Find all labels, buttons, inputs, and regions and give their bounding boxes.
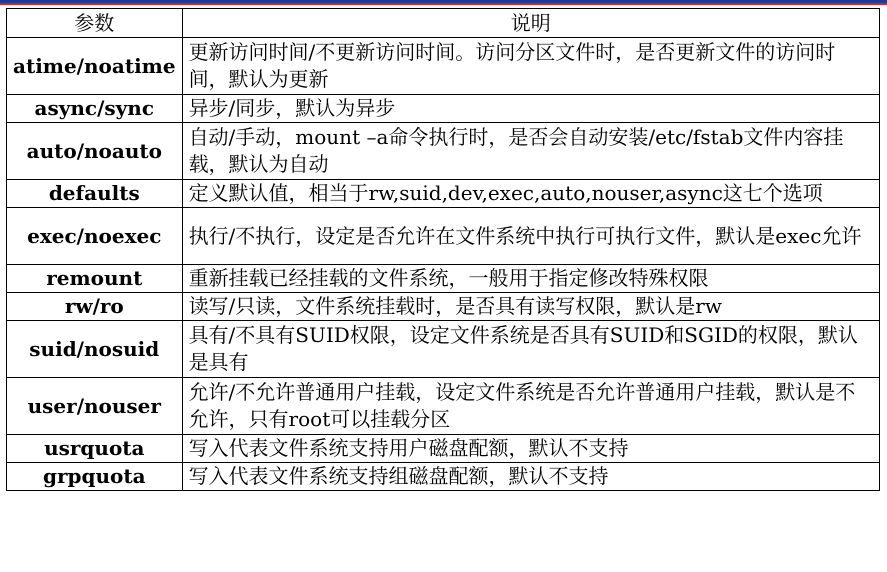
option-description: 重新挂载已经挂载的文件系统，一般用于指定修改特殊权限: [182, 265, 879, 293]
table-row: [7, 95, 880, 123]
table-row: [7, 180, 880, 208]
option-name: remount: [7, 265, 183, 293]
option-name: atime/noatime: [7, 38, 183, 95]
table-row: [7, 265, 880, 293]
option-name: exec/noexec: [7, 208, 183, 265]
option-name: async/sync: [7, 95, 183, 123]
option-description: 写入代表文件系统支持组磁盘配额，默认不支持: [182, 463, 879, 491]
table-row: [7, 123, 880, 180]
table-row: [7, 208, 880, 265]
option-name: auto/noauto: [7, 123, 183, 180]
option-name: grpquota: [7, 463, 183, 491]
table-row: [7, 293, 880, 321]
option-description: 执行/不执行，设定是否允许在文件系统中执行可执行文件，默认是exec允许: [182, 208, 879, 265]
option-description: 自动/手动，mount –a命令执行时，是否会自动安装/etc/fstab文件内容挂载，默认为自动: [182, 123, 879, 180]
mount-options-table: [6, 8, 880, 491]
table-row: [7, 378, 880, 435]
option-description: 读写/只读，文件系统挂载时，是否具有读写权限，默认是rw: [182, 293, 879, 321]
option-description: 异步/同步，默认为异步: [182, 95, 879, 123]
header-description: 说明: [182, 9, 879, 38]
top-border-red: [0, 3, 887, 5]
option-description: 更新访问时间/不更新访问时间。访问分区文件时，是否更新文件的访问时间，默认为更新: [182, 38, 879, 95]
table-row: [7, 463, 880, 491]
option-description: 具有/不具有SUID权限，设定文件系统是否具有SUID和SGID的权限，默认是具有: [182, 321, 879, 378]
table-row: [7, 321, 880, 378]
option-description: 允许/不允许普通用户挂载，设定文件系统是否允许普通用户挂载，默认是不允许，只有root可以挂载分区: [182, 378, 879, 435]
table-row: [7, 435, 880, 463]
option-name: rw/ro: [7, 293, 183, 321]
option-name: suid/nosuid: [7, 321, 183, 378]
option-name: defaults: [7, 180, 183, 208]
option-name: user/nouser: [7, 378, 183, 435]
option-name: usrquota: [7, 435, 183, 463]
option-description: 定义默认值，相当于rw,suid,dev,exec,auto,nouser,async这七个选项: [182, 180, 879, 208]
table-header-row: [7, 9, 880, 38]
header-param: 参数: [7, 9, 183, 38]
table-row: [7, 38, 880, 95]
option-description: 写入代表文件系统支持用户磁盘配额，默认不支持: [182, 435, 879, 463]
